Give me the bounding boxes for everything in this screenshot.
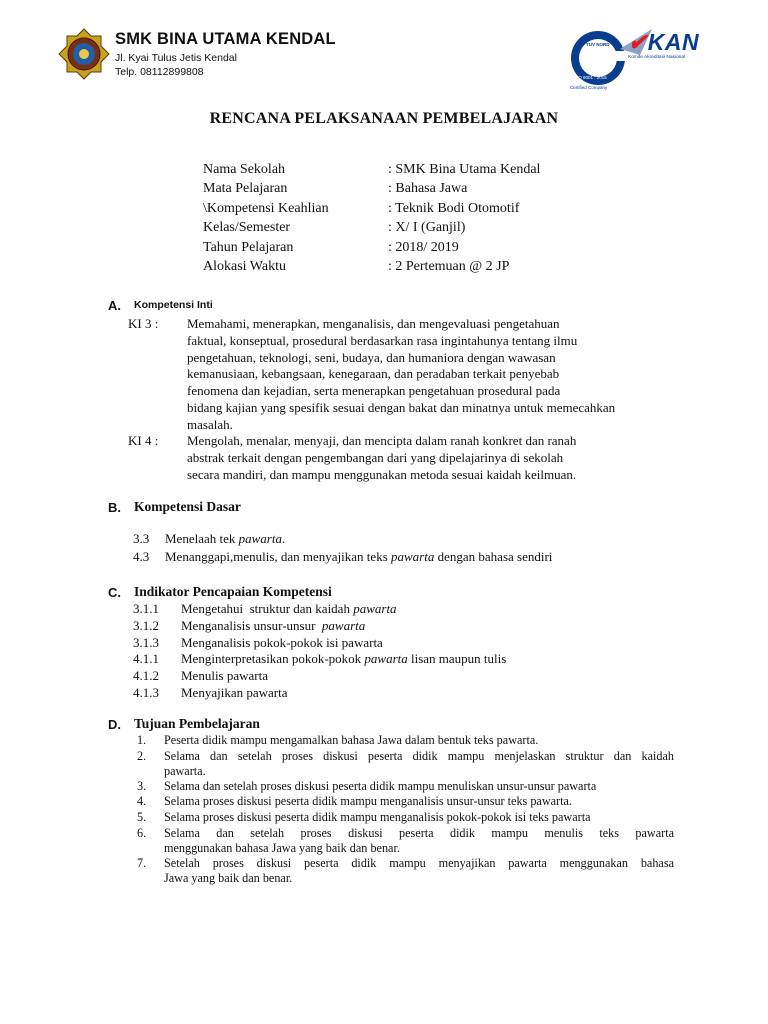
objective-line: Selama dan setelah proses diskusi peserta didik mampu menjelaskan struktur dan kaidah — [164, 749, 674, 763]
kd-item-number: 4.3 — [133, 549, 150, 565]
cert-kan-logo: ✔KAN — [628, 29, 700, 55]
cert-company-label: Certified Company — [570, 85, 608, 90]
kd-item-after: . — [281, 531, 286, 546]
kd-item — [133, 549, 552, 565]
identity-label: Nama Sekolah — [203, 162, 286, 177]
objective-item — [137, 810, 677, 825]
indicator-item-number: 4.1.3 — [133, 685, 159, 700]
school-logo — [58, 28, 110, 80]
objective-text — [164, 810, 674, 825]
cert-kan-sub: Komite Akreditasi Nasional — [628, 55, 686, 60]
indicator-item-text: Menganalisis unsur-unsur — [181, 617, 322, 633]
section-b-letter: B. — [108, 500, 121, 515]
indicator-item-italic: pawarta — [353, 601, 397, 616]
objective-line: Jawa yang baik dan benar. — [164, 870, 293, 885]
indicator-item-number: 4.1.2 — [133, 668, 159, 684]
identity-label: \Kompetensi Keahlian — [203, 200, 329, 216]
indicator-item-number: 3.1.3 — [133, 634, 159, 650]
cert-iso-label: ISO 9001 : 2015 — [574, 75, 607, 80]
identity-row — [203, 181, 540, 200]
section-d-heading: Tujuan Pembelajaran — [134, 716, 260, 731]
kd-item-italic: pawarta — [391, 549, 435, 565]
indicator-item — [133, 651, 506, 667]
objective-item — [137, 856, 677, 886]
indicator-item-text: Menginterpretasikan pokok-pokok — [181, 651, 365, 667]
identity-value: : SMK Bina Utama Kendal — [388, 162, 541, 177]
objective-text — [164, 794, 674, 809]
indicator-item — [133, 685, 287, 701]
ki4-code: KI 4 : — [128, 433, 159, 448]
ki-line: masalah. — [187, 416, 233, 432]
indicator-item — [133, 668, 268, 684]
indicator-item-text: Menyajikan pawarta — [181, 685, 288, 700]
indicator-item — [133, 618, 365, 634]
objective-number: 3. — [137, 779, 147, 793]
school-address: Jl. Kyai Tulus Jetis Kendal — [115, 52, 237, 64]
identity-row — [203, 162, 540, 181]
objective-item — [137, 733, 677, 748]
identity-label: Tahun Pelajaran — [203, 239, 294, 255]
objective-text — [164, 779, 674, 794]
document-title: RENCANA PELAKSANAAN PEMBELAJARAN — [209, 110, 559, 127]
certification-logos — [568, 25, 708, 95]
objective-text — [164, 826, 674, 856]
kd-item-after: dengan bahasa sendiri — [434, 549, 553, 565]
school-name: SMK BINA UTAMA KENDAL — [115, 30, 336, 48]
objective-item — [137, 826, 677, 856]
identity-value: : 2018/ 2019 — [388, 239, 459, 255]
kd-item-number: 3.3 — [133, 531, 150, 546]
objective-number: 1. — [137, 733, 147, 747]
objective-line: menggunakan bahasa Jawa yang baik dan benar. — [164, 840, 400, 855]
identity-label: Mata Pelajaran — [203, 181, 288, 197]
objective-number: 5. — [137, 810, 147, 824]
ki4-text — [187, 433, 683, 483]
indicator-item-number: 3.1.1 — [133, 601, 159, 616]
indicator-item-after: lisan maupun tulis — [407, 651, 507, 667]
identity-label: Alokasi Waktu — [203, 258, 286, 274]
indicator-item-text: Mengetahui struktur dan kaidah — [181, 601, 354, 616]
objective-line: Selama dan setelah proses diskusi peserta didik mampu menulis teks pawarta — [164, 826, 674, 840]
objective-item — [137, 794, 677, 809]
school-phone: Telp. 08112899808 — [115, 66, 204, 78]
identity-value: : 2 Pertemuan @ 2 JP — [388, 258, 510, 274]
objective-line: Selama dan setelah proses diskusi peserta didik mampu menuliskan unsur-unsur pawarta — [164, 779, 597, 793]
section-c-heading: Indikator Pencapaian Kompetensi — [134, 584, 332, 599]
cert-tuv-label: TUV NORD — [586, 42, 610, 47]
section-a-letter: A. — [108, 298, 121, 313]
indicator-item-number: 4.1.1 — [133, 651, 159, 667]
objective-line: Peserta didik mampu mengamalkan bahasa Jawa dalam bentuk teks pawarta. — [164, 733, 539, 747]
objective-line: pawarta. — [164, 763, 206, 778]
identity-row — [203, 240, 540, 259]
objective-text — [164, 856, 674, 886]
objective-number: 7. — [137, 856, 147, 870]
objective-line: Selama proses diskusi peserta didik mampu menganalisis pokok-pokok isi teks pawarta — [164, 810, 591, 824]
objective-line: Setelah proses diskusi peserta didik mampu menyajikan pawarta menggunakan bahasa — [164, 856, 674, 870]
objective-item — [137, 749, 677, 779]
section-b-heading: Kompetensi Dasar — [134, 499, 241, 514]
ki-line: kemanusiaan, kebangsaan, kenegaraan, dan peradaban terkait penyebab — [187, 366, 560, 382]
objective-text — [164, 733, 674, 748]
indicator-item-italic: pawarta — [364, 651, 408, 667]
indicator-item-text: Menulis pawarta — [181, 668, 269, 684]
indicator-item — [133, 601, 397, 617]
ki-line: faktual, konseptual, prosedural berdasarkan rasa ingintahunya tentang ilmu — [187, 332, 578, 348]
objective-number: 4. — [137, 794, 147, 808]
objective-item — [137, 779, 677, 794]
kd-item-text: Menelaah tek — [165, 531, 239, 546]
ki-line: Mengolah, menalar, menyaji, dan mencipta dalam ranah konkret dan ranah — [187, 433, 577, 448]
ki-line: bidang kajian yang spesifik sesuai dengan bakat dan minatnya untuk memecahkan — [187, 399, 616, 415]
kd-item-italic: pawarta — [238, 531, 282, 546]
section-c-letter: C. — [108, 585, 121, 600]
indicator-item — [133, 635, 383, 651]
objective-line: Selama proses diskusi peserta didik mampu menganalisis unsur-unsur teks pawarta. — [164, 794, 572, 808]
indicator-item-italic: pawarta — [321, 617, 366, 633]
objective-number: 6. — [137, 826, 147, 840]
ki-line: abstrak terkait dengan pengembangan dari yang dipelajarinya di sekolah — [187, 449, 564, 465]
identity-value: : Teknik Bodi Otomotif — [388, 200, 520, 216]
identity-value: : Bahasa Jawa — [388, 181, 468, 197]
indicator-item-number: 3.1.2 — [133, 617, 159, 633]
ki-line: secara mandiri, dan mampu menggunakan metoda sesuai kaidah keilmuan. — [187, 466, 577, 482]
objective-number: 2. — [137, 749, 147, 763]
section-a-heading: Kompetensi Inti — [134, 299, 213, 311]
identity-table — [203, 162, 540, 278]
section-d-letter: D. — [108, 717, 121, 732]
objective-text — [164, 749, 674, 779]
ki-line: fenomena dan kejadian, serta menerapkan pengetahuan prosedural pada — [187, 383, 561, 399]
identity-row — [203, 201, 540, 220]
kd-item-text: Menanggapi,menulis, dan menyajikan teks — [165, 549, 392, 565]
identity-row — [203, 259, 540, 278]
identity-value: : X/ I (Ganjil) — [388, 220, 466, 236]
kd-item — [133, 531, 285, 547]
identity-label: Kelas/Semester — [203, 220, 291, 236]
ki-line: pengetahuan, teknologi, seni, budaya, dan humaniora dengan wawasan — [187, 349, 556, 365]
ki3-text — [187, 316, 683, 434]
identity-row — [203, 220, 540, 239]
ki-line: Memahami, menerapkan, menganalisis, dan mengevaluasi pengetahuan — [187, 316, 560, 331]
indicator-item-text: Menganalisis pokok-pokok isi pawarta — [181, 634, 383, 650]
ki3-code: KI 3 : — [128, 316, 159, 331]
kan-check-icon: ✔ — [628, 29, 648, 55]
